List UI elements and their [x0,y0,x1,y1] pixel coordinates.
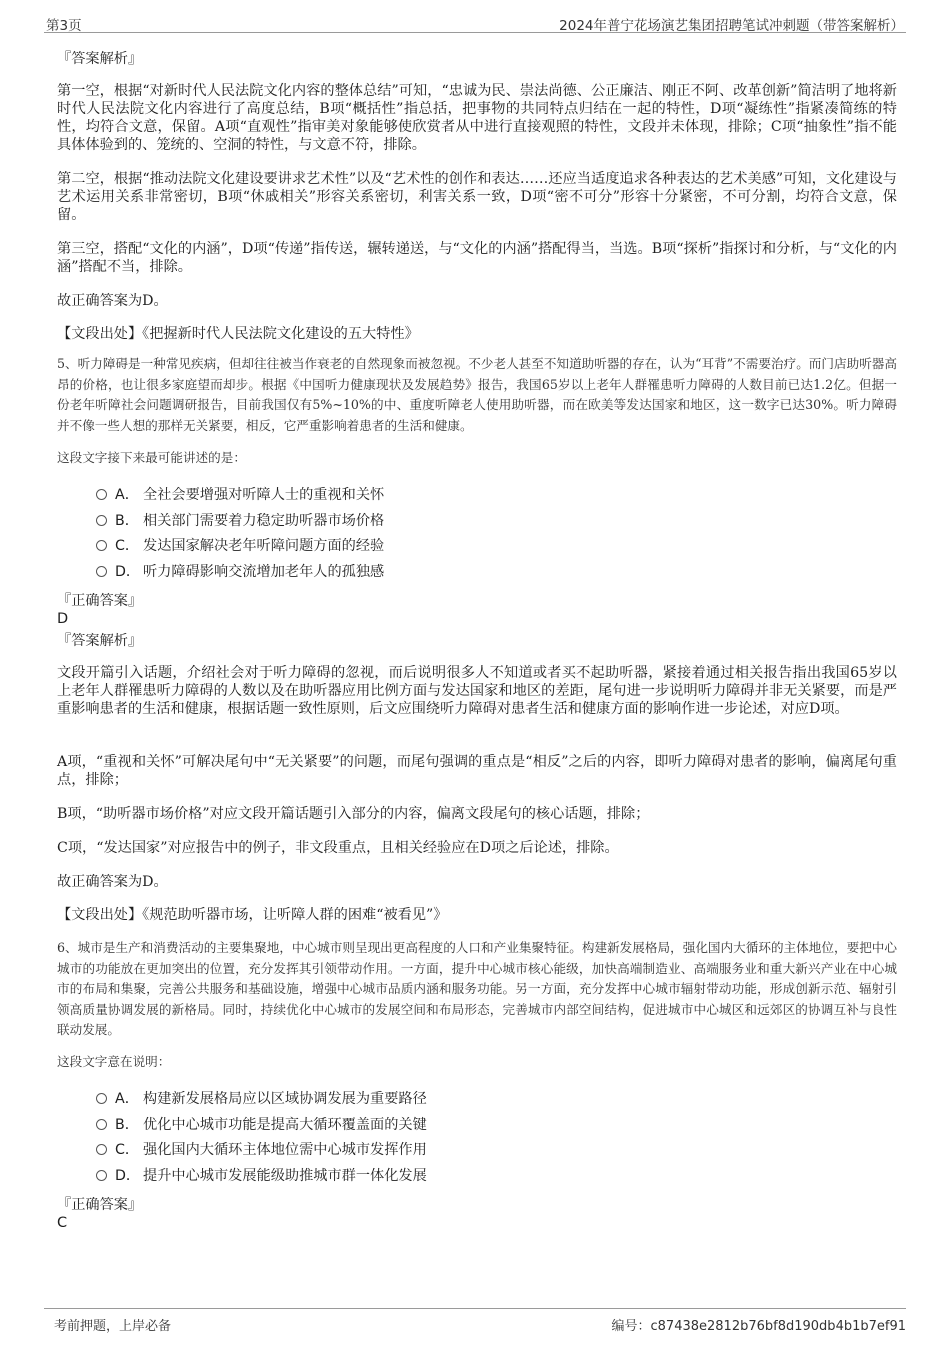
page-header [44,10,906,33]
q5-analysis-para1: 文段开篇引入话题，介绍社会对于听力障碍的忽视，而后说明很多人不知道或者买不起助听器，紧接着通过相关报告指出我国65岁以上老年人群罹患听力障碍的人数以及在助听器应用比例方面与发达国家和地区的差距，尾句进一步说明听力障碍并非无关紧要，而是严重影响患者的生活和健康，根据话题一致性原则，后文应围绕听力障碍对患者生活和健康方面的影响作进一步论述，对应D项。 [57,665,897,717]
q5-analysis-para3: B项，“助听器市场价格”对应文段开篇话题引入部分的内容，偏离文段尾句的核心话题，排除； [57,806,650,822]
q5-analysis-para2: A项，“重视和关怀”可解决尾句中“无关紧要”的问题，而尾句强调的重点是“相反”之后的内容，即听力障碍对患者的影响，偏离尾句重点，排除； [57,754,897,788]
q6-option-d[interactable]: D． 提升中心城市发展能级助推城市群一体化发展 [96,1165,427,1187]
q5-analysis-para4: C项，“发达国家”对应报告中的例子，非文段重点，且相关经验应在D项之后论述，排除。 [57,840,619,856]
q5-source: 【文段出处】《规范助听器市场，让听障人群的困难“被看见”》 [57,907,448,923]
q4-conclusion: 故正确答案为D。 [57,293,168,309]
page-footer [44,1308,906,1333]
q5-option-b[interactable]: B． 相关部门需要着力稳定助听器市场价格 [96,510,384,532]
q6-stem: 6、城市是生产和消费活动的主要集聚地，中心城市则呈现出更高程度的人口和产业集聚特征。构建新发展格局，强化国内大循环的主体地位，要把中心城市的功能放在更加突出的位置，充分发挥其引领带动作用。一方面，提升中心城市核心能级，加快高端制造业、高端服务业和重大新兴产业在中心城市的布局和集聚，完善公共服务和基础设施，增强中心城市品质内涵和服务功能。另一方面，充分发挥中心城市辐射带动功能，形成创新示范、辐射引领高质量协调发展的新格局。同时，持续优化中心城市的发展空间和布局形态，完善城市内部空间结构，促进城市中心城区和远郊区的协调互补与良性联动发展。 [57,940,897,1037]
q5-analysis-label: 『答案解析』 [57,633,143,649]
footer-slogan: 考前押题，上岸必备 [54,1319,172,1334]
radio-icon[interactable] [96,540,107,551]
q4-analysis-para2: 第二空，根据“推动法院文化建设要讲求艺术性”以及“艺术性的创作和表达……还应当适度追求各种表达的艺术美感”可知，文化建设与艺术运用关系非常密切，B项“休戚相关”形容关系密切，利害关系一致，D项“密不可分”形容十分紧密，不可分割，均符合文意，保留。 [57,171,897,223]
q6-answer: C [57,1215,68,1231]
radio-icon[interactable] [96,1144,107,1155]
q4-analysis-para3: 第三空，搭配“文化的内涵”，D项“传递”指传送，辗转递送，与“文化的内涵”搭配得当，当选。B项“探析”指探讨和分析，与“文化的内涵”搭配不当，排除。 [57,241,897,275]
q5-option-c[interactable]: C． 发达国家解决老年听障问题方面的经验 [96,535,384,557]
q5-conclusion: 故正确答案为D。 [57,874,168,890]
radio-icon[interactable] [96,1119,107,1130]
q5-option-d[interactable]: D． 听力障碍影响交流增加老年人的孤独感 [96,561,384,583]
radio-icon[interactable] [96,566,107,577]
q4-source: 【文段出处】《把握新时代人民法院文化建设的五大特性》 [57,326,419,342]
radio-icon[interactable] [96,1170,107,1181]
q6-option-c[interactable]: C． 强化国内大循环主体地位需中心城市发挥作用 [96,1139,427,1161]
q6-question: 这段文字意在说明： [57,1054,171,1069]
q6-answer-label: 『正确答案』 [57,1197,143,1213]
q5-answer-label: 『正确答案』 [57,593,143,609]
radio-icon[interactable] [96,1093,107,1104]
radio-icon[interactable] [96,515,107,526]
q5-question: 这段文字接下来最可能讲述的是： [57,450,246,465]
q5-answer: D [57,611,69,627]
q4-analysis-para1: 第一空，根据“对新时代人民法院文化内容的整体总结”可知，“忠诚为民、崇法尚德、公正廉洁、刚正不阿、改革创新”简洁明了地将新时代人民法院文化内容进行了高度总结，B项“概括性”指总括，把事物的共同特点归结在一起的特性，D项“凝练性”指紧凑简练的特性，均符合文意，保留。A项“直观性”指审美对象能够使欣赏者从中进行直接观照的特性，文段并未体现，排除；C项“抽象性”指不能具体体验到的、笼统的、空洞的特性，与文意不符，排除。 [57,83,897,153]
page-number: 第3页 [46,18,82,34]
radio-icon[interactable] [96,489,107,500]
q4-analysis-label: 『答案解析』 [57,51,143,67]
q5-option-a[interactable]: A． 全社会要增强对听障人士的重视和关怀 [96,484,384,506]
document-title: 2024年普宁花场演艺集团招聘笔试冲刺题（带答案解析） [559,18,904,34]
q5-stem: 5、听力障碍是一种常见疾病，但却往往被当作衰老的自然现象而被忽视。不少老人甚至不知道助听器的存在，认为“耳背”不需要治疗。而门店助听器高昂的价格，也让很多家庭望而却步。根据《中国听力健康现状及发展趋势》报告，我国65岁以上老年人群罹患听力障碍的人数目前已达1.2亿。但据一份老年听障社会问题调研报告，目前我国仅有5%~10%的中、重度听障老人使用助听器，而在欧美等发达国家和地区，这一数字已达30%。听力障碍并不像一些人想的那样无关紧要，相反，它严重影响着患者的生活和健康。 [57,356,897,433]
q6-option-b[interactable]: B． 优化中心城市功能是提高大循环覆盖面的关键 [96,1114,427,1136]
document-id: 编号：c87438e2812b76bf8d190db4b1b7ef91 [611,1319,906,1334]
q6-option-a[interactable]: A． 构建新发展格局应以区域协调发展为重要路径 [96,1088,427,1110]
